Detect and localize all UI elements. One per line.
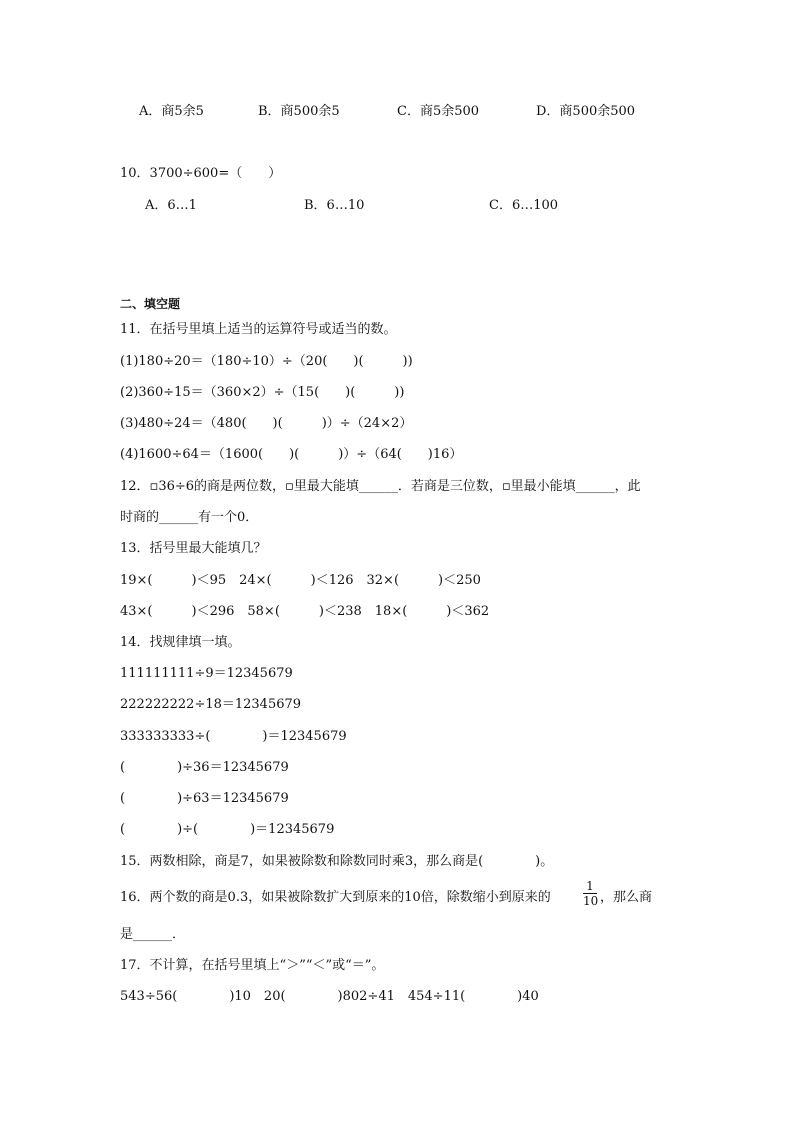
q17-stem: 17．不计算，在括号里填上“＞”“＜”或“＝”。 [120,958,385,973]
q16-fraction-numerator: 1 [586,879,594,893]
q17-row: 543÷56( )10 20( )802÷41 454÷11( )40 [120,989,539,1004]
q10-option-c: C．6…100 [489,198,559,213]
q14-row-4: ( )÷36＝12345679 [120,760,289,775]
q14-row-6: ( )÷( )＝12345679 [120,822,335,837]
q10-stem: 10．3700÷600=（ ） [120,166,282,181]
q14-stem: 14．找规律填一填。 [120,635,241,650]
q11-stem: 11．在括号里填上适当的运算符号或适当的数。 [120,322,397,337]
q14-row-2: 222222222÷18＝12345679 [120,697,302,712]
q11-item-1: (1)180÷20＝（180÷10）÷（20( )( )) [120,354,413,369]
q10-option-a: A．6…1 [145,198,197,213]
q9-option-a: A．商5余5 [139,104,204,119]
q14-row-5: ( )÷63＝12345679 [120,791,289,806]
q16-fraction-denominator: 10 [583,894,599,908]
q11-item-3: (3)480÷24＝（480( )( )）÷（24×2） [120,416,413,431]
q12-line-2: 时商的______有一个0． [120,510,259,525]
q9-option-b: B．商500余5 [258,104,340,119]
section-title: 二、填空题 [120,297,181,311]
q9-option-d: D．商500余500 [536,104,636,119]
q11-item-2: (2)360÷15＝（360×2）÷（15( )( )) [120,385,405,400]
q16-line-1: 16．两个数的商是0.3，如果被除数扩大到原来的10倍，除数缩小到原来的 [120,890,551,905]
q14-row-1: 111111111÷9＝12345679 [120,666,293,681]
q16-line-2: 是______． [120,927,186,942]
q15-text: 15．两数相除，商是7，如果被除数和除数同时乘3，那么商是( )。 [120,854,554,869]
q13-row-1: 19×( )＜95 24×( )＜126 32×( )＜250 [120,573,481,588]
q14-row-3: 333333333÷( )＝12345679 [120,729,347,744]
q13-row-2: 43×( )＜296 58×( )＜238 18×( )＜362 [120,604,490,619]
q12-line-1: 12．▫36÷6的商是两位数，▫里最大能填______．若商是三位数，▫里最小能填______，此 [120,479,641,494]
q13-stem: 13．括号里最大能填几？ [120,541,267,556]
q16-line-1-tail: ，那么商 [600,890,653,905]
q16-fraction [583,880,597,907]
q9-option-c: C．商5余500 [397,104,480,119]
q10-option-b: B．6…10 [304,198,365,213]
q11-item-4: (4)1600÷64＝（1600( )( )）÷（64( )16） [120,447,463,462]
